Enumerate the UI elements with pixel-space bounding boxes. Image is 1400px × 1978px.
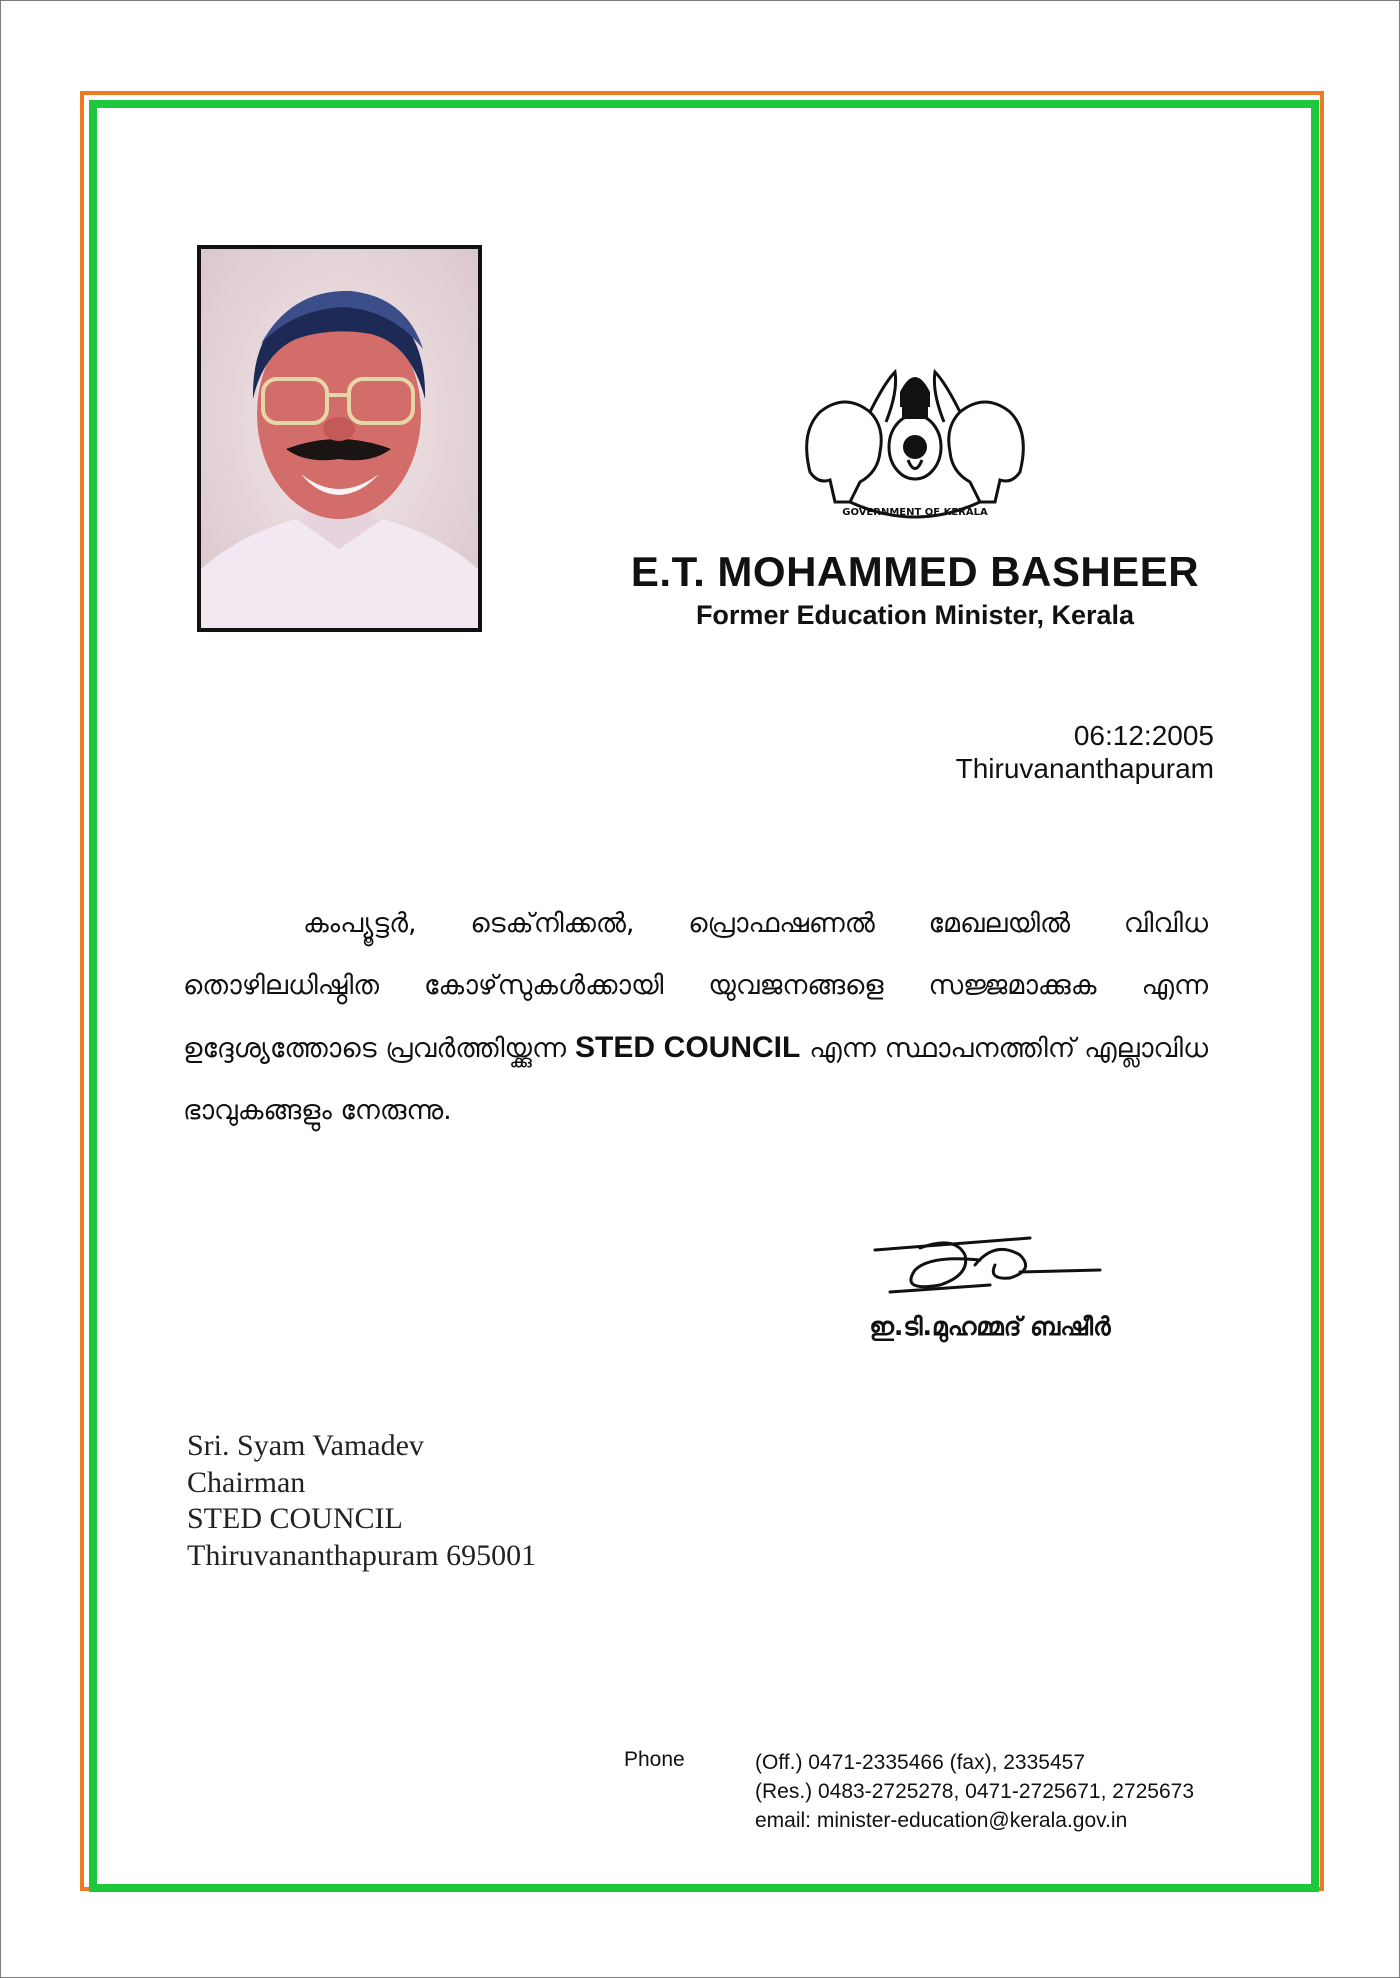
- letter-body-part1: കംപ്യൂട്ടർ, ടെക്‌നിക്കൽ, പ്രൊഫഷണൽ മേഖലയിൽ വിവിധ തൊഴിലധിഷ്ഠിത കോഴ്‌സുകൾക്കായി യുവജനങ്ങളെ സജ്ജമാക്കുക എന്ന ഉദ്ദേശ്യത്തോടെ പ്രവർത്തിയ്ക്കുന്ന: [183, 908, 1208, 1064]
- letter-body-part2: എന്ന സ്ഥാപനത്തിന് എല്ലാവിധ ഭാവുകങ്ങളും നേരുന്നു.: [183, 1033, 1208, 1126]
- portrait-photo: [197, 245, 482, 632]
- letter-date: 06:12:2005: [1073, 720, 1214, 751]
- handwritten-signature: [870, 1230, 1110, 1300]
- svg-text:GOVERNMENT OF KERALA: GOVERNMENT OF KERALA: [842, 507, 988, 518]
- letter-body: [183, 893, 1208, 1142]
- recipient-address: [187, 1428, 536, 1574]
- office-phone: (Off.) 0471-2335466 (fax), 2335457: [755, 1751, 1086, 1774]
- recipient-city: Thiruvananthapuram 695001: [187, 1538, 537, 1572]
- email-address: email: minister-education@kerala.gov.in: [755, 1809, 1128, 1832]
- kerala-government-emblem: [790, 352, 1040, 524]
- letter-place: Thiruvananthapuram: [955, 753, 1214, 784]
- residence-phone: (Res.) 0483-2725278, 0471-2725671, 2725673: [755, 1780, 1195, 1803]
- recipient-name: Sri. Syam Vamadev: [187, 1429, 424, 1462]
- phone-label: Phone: [624, 1748, 685, 1771]
- portrait-illustration: [201, 249, 478, 628]
- recipient-title: Chairman: [187, 1465, 306, 1499]
- minister-designation: Former Education Minister, Kerala: [695, 600, 1135, 630]
- signature-name: ഇ.ടി.മുഹമ്മദ് ബഷീർ: [869, 1312, 1111, 1341]
- letter-body-highlight: STED COUNCIL: [574, 1031, 801, 1064]
- minister-name: E.T. MOHAMMED BASHEER: [630, 548, 1200, 595]
- contact-details: [755, 1748, 1194, 1835]
- recipient-organization: STED COUNCIL: [187, 1502, 403, 1535]
